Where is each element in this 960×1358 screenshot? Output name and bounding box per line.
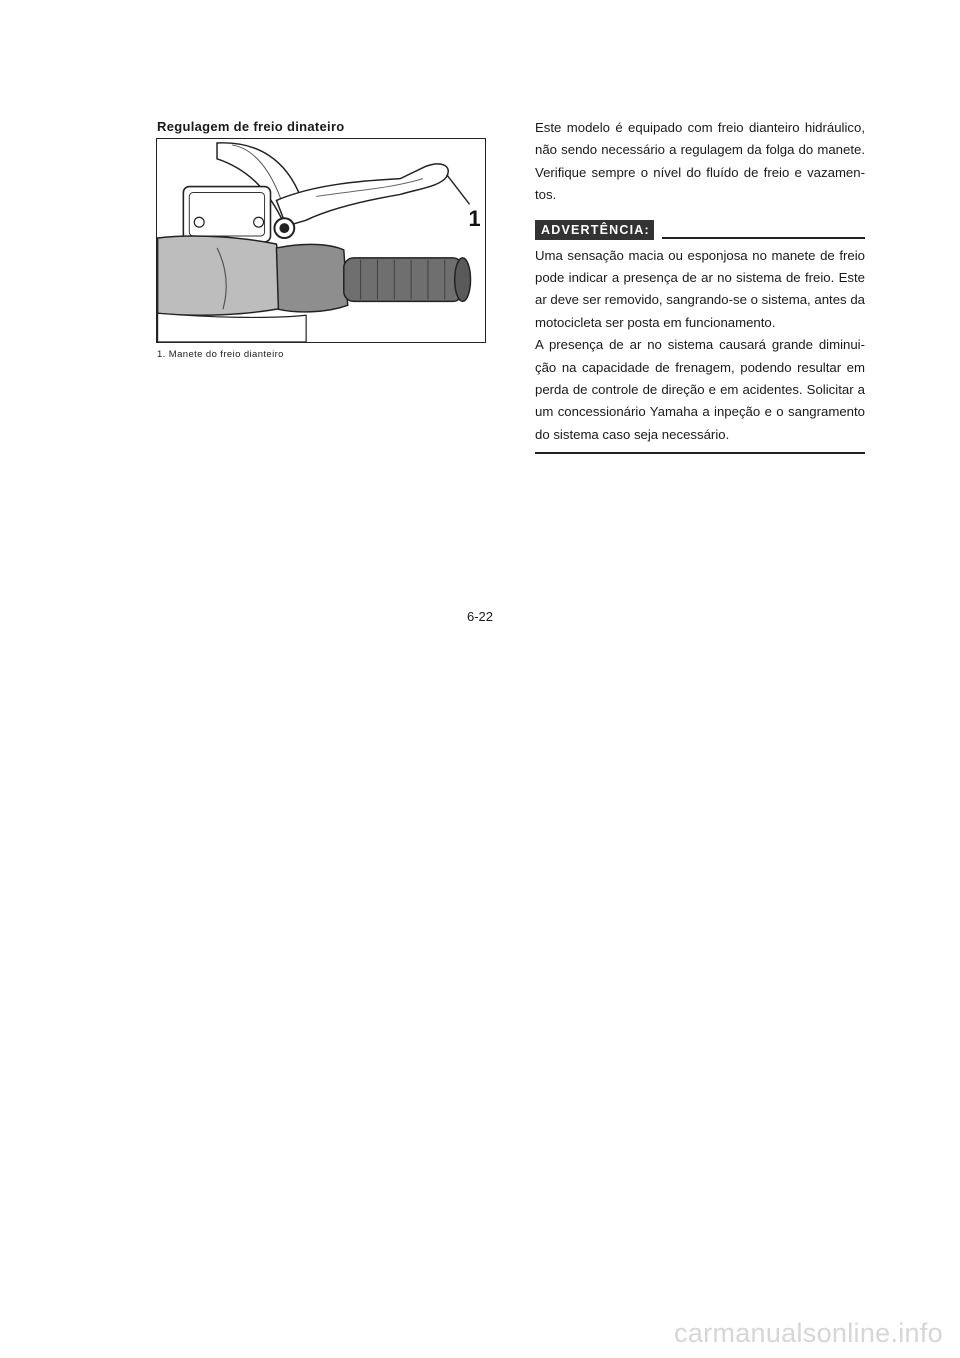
warning-box (535, 245, 865, 447)
brake-lever-illustration (156, 138, 486, 343)
page-number: 6-22 (466, 609, 494, 624)
warning-rule (662, 237, 865, 239)
warning-end-rule (535, 452, 865, 454)
callout-number: 1 (468, 206, 481, 232)
right-column (535, 117, 865, 454)
figure-caption: 1. Manete do freio dianteiro (157, 349, 284, 360)
warning-paragraph-2: A presença de ar no sistema causará grande diminui-ção na capacidade de frenagem, podendo resultar em perda de controle de direção e em acidentes. Solicitar a um concessionário Yamaha a inpeção e o sangramento do sistema caso seja necessário. (535, 337, 865, 442)
warning-label: ADVERTÊNCIA: (535, 220, 654, 240)
intro-paragraph: Este modelo é equipado com freio dianteiro hidráulico, não sendo necessário a regulagem da folga do manete. Verifique sempre o nível do fluído de freio e vazamen-tos. (535, 120, 865, 203)
brake-lever-drawing (157, 139, 485, 342)
watermark: carmanualsonline.info (674, 1318, 943, 1348)
section-title: Regulagem de freio dinateiro (157, 119, 345, 134)
warning-paragraph-1: Uma sensação macia ou esponjosa no manete de freio pode indicar a presença de ar no sistema de freio. Este ar deve ser removido, sangrando-se o sistema, antes da motocicleta ser posta em funcionamento. (535, 247, 865, 330)
warning-header (535, 220, 865, 242)
